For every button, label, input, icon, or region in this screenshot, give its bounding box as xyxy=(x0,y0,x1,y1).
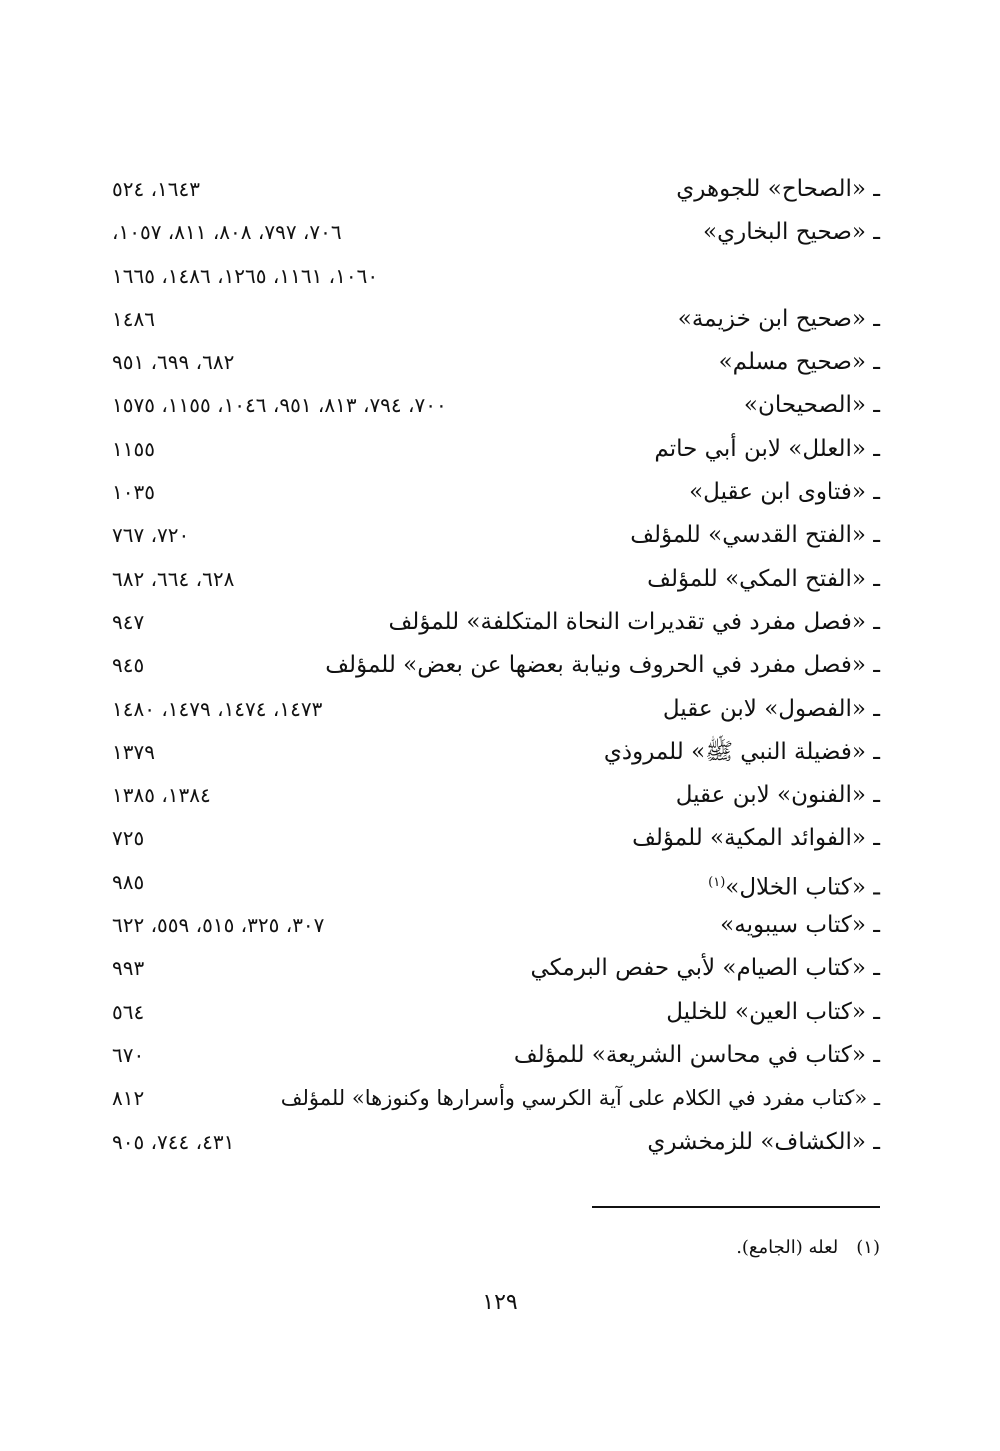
page-number: ١٢٩ xyxy=(482,1290,518,1315)
entry-pages: ٤٣١، ٧٤٤، ٩٠٥ xyxy=(112,1129,235,1154)
index-entry xyxy=(112,991,880,1034)
entry-title: ـ «الصحاح» للجوهري xyxy=(676,176,880,202)
entry-pages: ٦٨٢، ٦٩٩، ٩٥١ xyxy=(112,350,235,375)
entry-title: ـ «كتاب الصيام» لأبي حفص البرمكي xyxy=(530,955,880,982)
entry-pages: ٨١٢ xyxy=(112,1086,145,1111)
entry-pages: ٧٢٥ xyxy=(112,826,145,851)
entry-pages: ٧٠٦، ٧٩٧، ٨٠٨، ٨١١، ١٠٥٧، xyxy=(112,220,342,245)
entry-title: ـ «فتاوى ابن عقيل» xyxy=(689,479,880,506)
entry-title: ـ «الفنون» لابن عقيل xyxy=(675,782,880,809)
entry-pages: ٣٠٧، ٣٢٥، ٥١٥، ٥٥٩، ٦٢٢ xyxy=(112,913,325,938)
index-entry xyxy=(112,644,880,687)
entry-pages: ١٠٣٥ xyxy=(112,480,155,505)
entry-title: ـ «فضيلة النبي ﷺ» للمروذي xyxy=(603,738,880,765)
index-entry xyxy=(112,861,880,904)
entry-pages: ٦٢٨، ٦٦٤، ٦٨٢ xyxy=(112,566,235,591)
entry-title: ـ «صحيح البخاري» xyxy=(703,219,880,246)
index-entry xyxy=(112,514,880,557)
entry-pages: ٥٦٤ xyxy=(112,999,145,1024)
entry-pages: ٦٧٠ xyxy=(112,1042,145,1067)
index-entry xyxy=(112,774,880,817)
index-list xyxy=(112,168,880,1164)
index-entry xyxy=(112,384,880,427)
entry-pages: ٧٠٠، ٧٩٤، ٨١٣، ٩٥١، ١٠٤٦، ١١٥٥، ١٥٧٥ xyxy=(112,393,447,418)
entry-title: ـ «الكشاف» للزمخشري xyxy=(647,1128,880,1155)
entry-title: ـ «الفتح المكي» للمؤلف xyxy=(647,565,880,592)
entry-title: ـ «كتاب مفرد في الكلام على آية الكرسي وأسرارها وكنوزها» للمؤلف xyxy=(280,1086,880,1111)
index-entry xyxy=(112,341,880,384)
index-entry xyxy=(112,558,880,601)
entry-title: ـ «صحيح مسلم» xyxy=(718,349,880,376)
entry-pages: ٩٨٥ xyxy=(112,869,145,894)
entry-title: ـ «كتاب سيبويه» xyxy=(720,912,880,939)
index-entry xyxy=(112,731,880,774)
entry-pages: ١٠٦٠، ١١٦١، ١٢٦٥، ١٤٨٦، ١٦٦٥ xyxy=(112,263,379,288)
footnote xyxy=(736,1237,880,1258)
entry-pages: ١٤٨٦ xyxy=(112,306,155,331)
entry-pages: ٩٤٥ xyxy=(112,653,145,678)
entry-title: ـ «فصل مفرد في تقديرات النحاة المتكلفة» للمؤلف xyxy=(388,608,880,635)
index-entry xyxy=(112,255,880,298)
entry-title: ـ «كتاب العين» للخليل xyxy=(666,998,880,1025)
entry-pages: ١٤٧٣، ١٤٧٤، ١٤٧٩، ١٤٨٠ xyxy=(112,696,323,721)
entry-title: ـ «الفوائد المكية» للمؤلف xyxy=(632,825,880,852)
index-entry xyxy=(112,904,880,947)
footnote-divider xyxy=(592,1206,880,1208)
entry-pages: ٧٢٠، ٧٦٧ xyxy=(112,523,190,548)
index-entry xyxy=(112,471,880,514)
entry-pages: ٩٤٧ xyxy=(112,609,145,634)
index-entry xyxy=(112,688,880,731)
footnote-number: (١) xyxy=(856,1237,880,1258)
entry-title: ـ «كتاب في محاسن الشريعة» للمؤلف xyxy=(513,1041,880,1068)
entry-title: ـ «فصل مفرد في الحروف ونيابة بعضها عن بعض» للمؤلف xyxy=(325,652,880,679)
index-entry xyxy=(112,428,880,471)
entry-title: ـ «صحيح ابن خزيمة» xyxy=(677,305,880,332)
index-entry xyxy=(112,1077,880,1120)
index-entry xyxy=(112,947,880,990)
entry-pages: ٩٩٣ xyxy=(112,956,145,981)
entry-title xyxy=(708,861,880,910)
index-entry xyxy=(112,601,880,644)
entry-pages: ١٣٧٩ xyxy=(112,739,155,764)
entry-title: ـ «الصحيحان» xyxy=(743,392,880,419)
index-entry xyxy=(112,1121,880,1164)
index-entry xyxy=(112,298,880,341)
index-entry xyxy=(112,1034,880,1077)
entry-pages: ١١٥٥ xyxy=(112,436,155,461)
footnote-text: لعله (الجامع). xyxy=(736,1237,839,1258)
entry-pages: ١٦٤٣، ٥٢٤ xyxy=(112,177,201,201)
index-entry xyxy=(112,817,880,860)
entry-title: ـ «العلل» لابن أبي حاتم xyxy=(654,435,880,462)
entry-title-text: ـ «كتاب الخلال» xyxy=(725,874,880,901)
index-entry xyxy=(112,211,880,254)
index-entry xyxy=(112,168,880,211)
entry-pages: ١٣٨٤، ١٣٨٥ xyxy=(112,783,211,808)
entry-title: ـ «الفتح القدسي» للمؤلف xyxy=(630,522,880,549)
footnote-marker: (١) xyxy=(708,874,726,890)
entry-title: ـ «الفصول» لابن عقيل xyxy=(662,695,880,722)
